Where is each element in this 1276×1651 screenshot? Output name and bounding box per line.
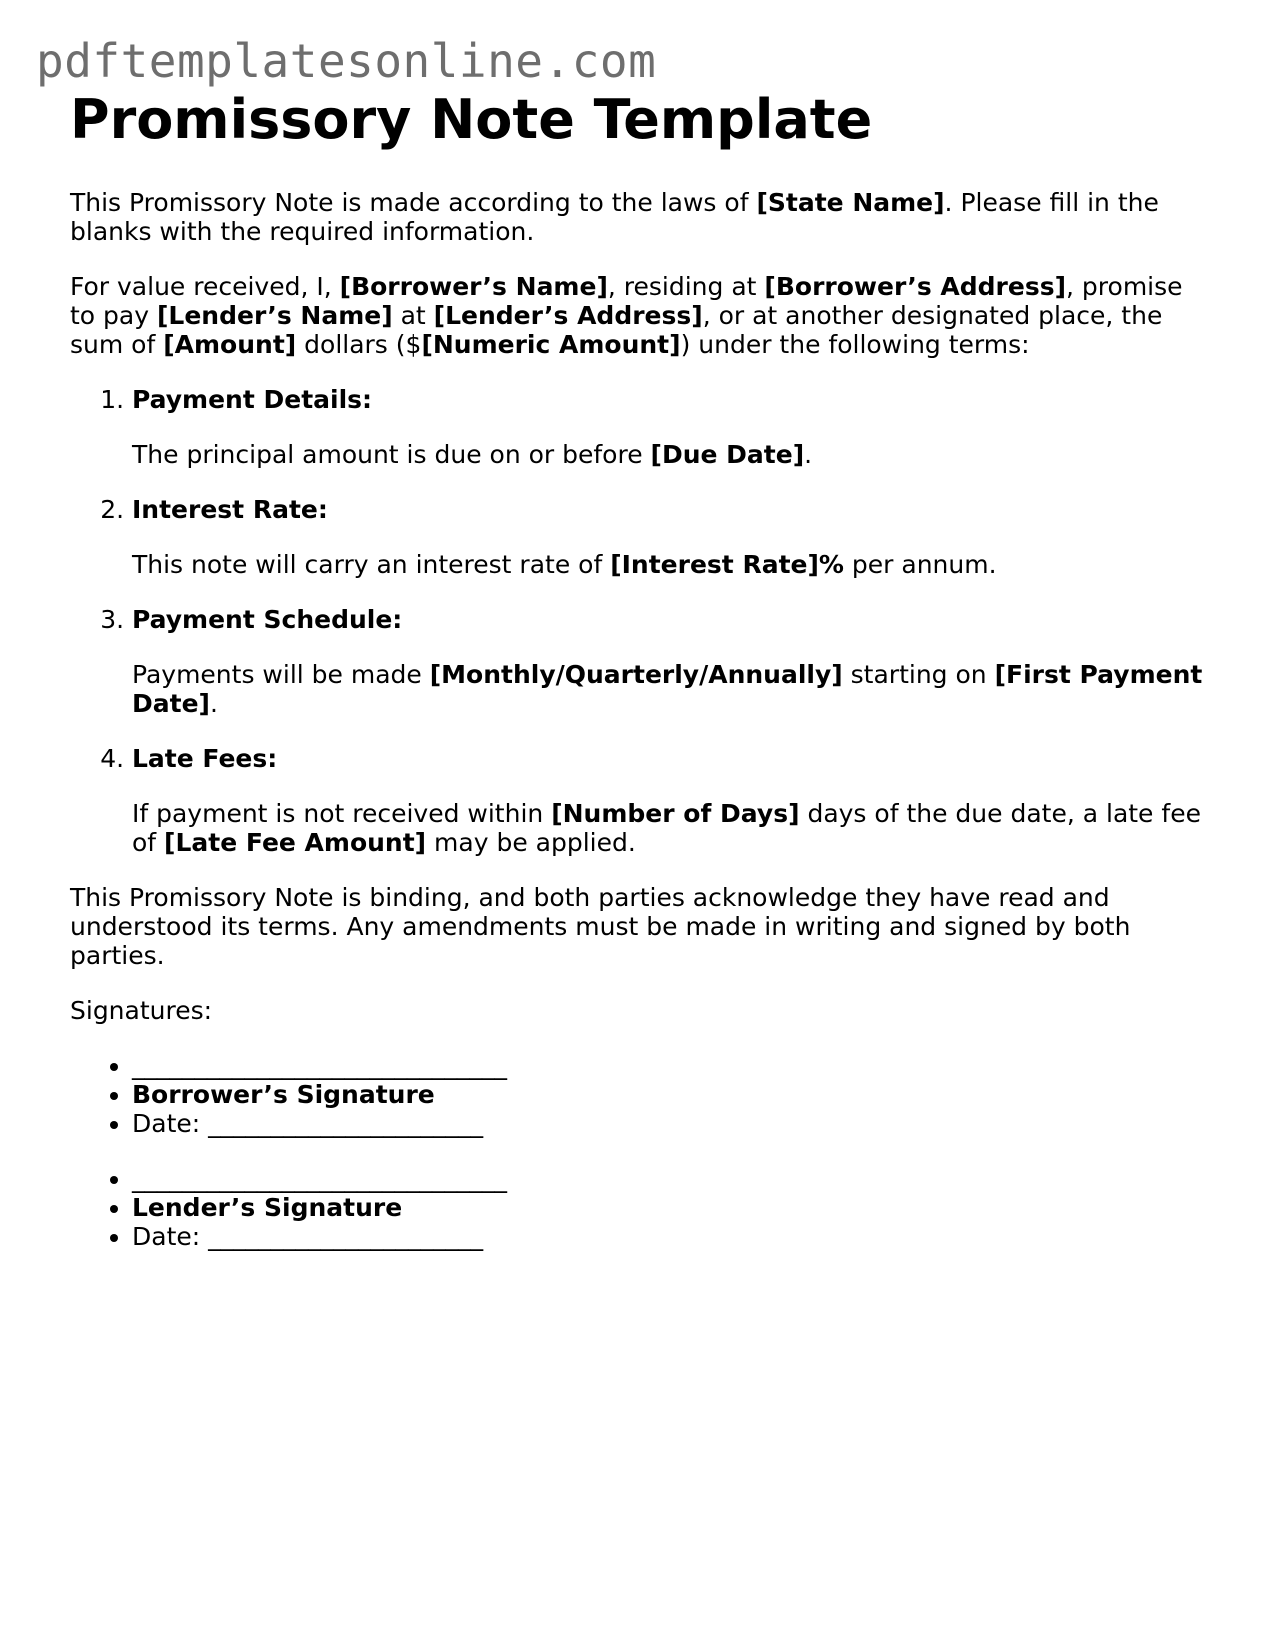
interest-rate-field: [Interest Rate]% — [610, 550, 844, 579]
promise-text: , residing at — [607, 272, 765, 301]
term-late-fees — [132, 744, 1210, 857]
term-text: If payment is not received within — [132, 799, 552, 828]
intro-paragraph — [70, 188, 1210, 246]
due-date-field: [Due Date] — [650, 440, 805, 469]
term-payment-schedule — [132, 605, 1210, 718]
promise-text: ) under the following terms: — [680, 330, 1030, 359]
numeric-amount-field: [Numeric Amount] — [421, 330, 681, 359]
first-payment-date-field: [First Payment Date] — [132, 660, 1203, 718]
lender-name-field: [Lender’s Name] — [156, 301, 393, 330]
document-page — [70, 88, 1210, 1251]
lender-signature-block — [70, 1164, 1210, 1251]
borrower-name-field: [Borrower’s Name] — [339, 272, 608, 301]
term-text: starting on — [842, 660, 995, 689]
term-interest-rate — [132, 495, 1210, 579]
borrower-date-line: • Date: ______________________ — [132, 1109, 1210, 1138]
number-of-days-field: [Number of Days] — [551, 799, 800, 828]
term-text: Payments will be made — [132, 660, 430, 689]
watermark: pdftemplatesonline.com — [36, 34, 657, 88]
closing-paragraph: This Promissory Note is binding, and both parties acknowledge they have read and understood its terms. Any amendments must be made in writing and signed by both parties. — [70, 883, 1131, 970]
term-body — [132, 440, 1210, 469]
term-body — [132, 799, 1210, 857]
term-text: may be applied. — [426, 828, 636, 857]
frequency-field: [Monthly/Quarterly/Annually] — [429, 660, 843, 689]
term-text: days of the due date, a late fee of — [132, 799, 1201, 857]
promise-text: at — [392, 301, 434, 330]
term-body — [132, 550, 1210, 579]
lender-signature-label-item — [132, 1193, 1210, 1222]
term-heading: Late Fees: — [132, 744, 278, 773]
borrower-address-field: [Borrower’s Address] — [764, 272, 1067, 301]
promise-text: , promise to pay — [70, 272, 1183, 330]
term-heading: Interest Rate: — [132, 495, 328, 524]
borrower-signature-block — [70, 1051, 1210, 1138]
term-text: . — [804, 440, 813, 469]
intro-text: This Promissory Note is made according to the laws of — [70, 188, 757, 217]
page-title: Promissory Note Template — [70, 88, 873, 151]
term-text: This note will carry an interest rate of — [132, 550, 611, 579]
term-text: . — [209, 689, 218, 718]
borrower-signature-label-item — [132, 1080, 1210, 1109]
promise-text: , or at another designated place, the sum of — [70, 301, 1163, 359]
borrower-signature-label: Borrower’s Signature — [132, 1080, 435, 1109]
term-heading: Payment Details: — [132, 385, 373, 414]
state-name-field: [State Name] — [756, 188, 945, 217]
lender-signature-line: • ______________________________ — [132, 1164, 1210, 1193]
lender-address-field: [Lender’s Address] — [433, 301, 703, 330]
intro-text: . Please fill in the blanks with the required information. — [70, 188, 1159, 246]
term-text: per annum. — [843, 550, 997, 579]
terms-list — [70, 385, 1210, 857]
term-payment-details — [132, 385, 1210, 469]
borrower-signature-line: • ______________________________ — [132, 1051, 1210, 1080]
promise-paragraph — [70, 272, 1210, 359]
term-heading: Payment Schedule: — [132, 605, 403, 634]
late-fee-amount-field: [Late Fee Amount] — [164, 828, 427, 857]
term-body — [132, 660, 1210, 718]
lender-date-line: • Date: ______________________ — [132, 1222, 1210, 1251]
promise-text: dollars ($ — [296, 330, 422, 359]
signatures-label: Signatures: — [70, 996, 213, 1025]
amount-field: [Amount] — [163, 330, 297, 359]
promise-text: For value received, I, — [70, 272, 340, 301]
lender-signature-label: Lender’s Signature — [132, 1193, 403, 1222]
term-text: The principal amount is due on or before — [132, 440, 651, 469]
